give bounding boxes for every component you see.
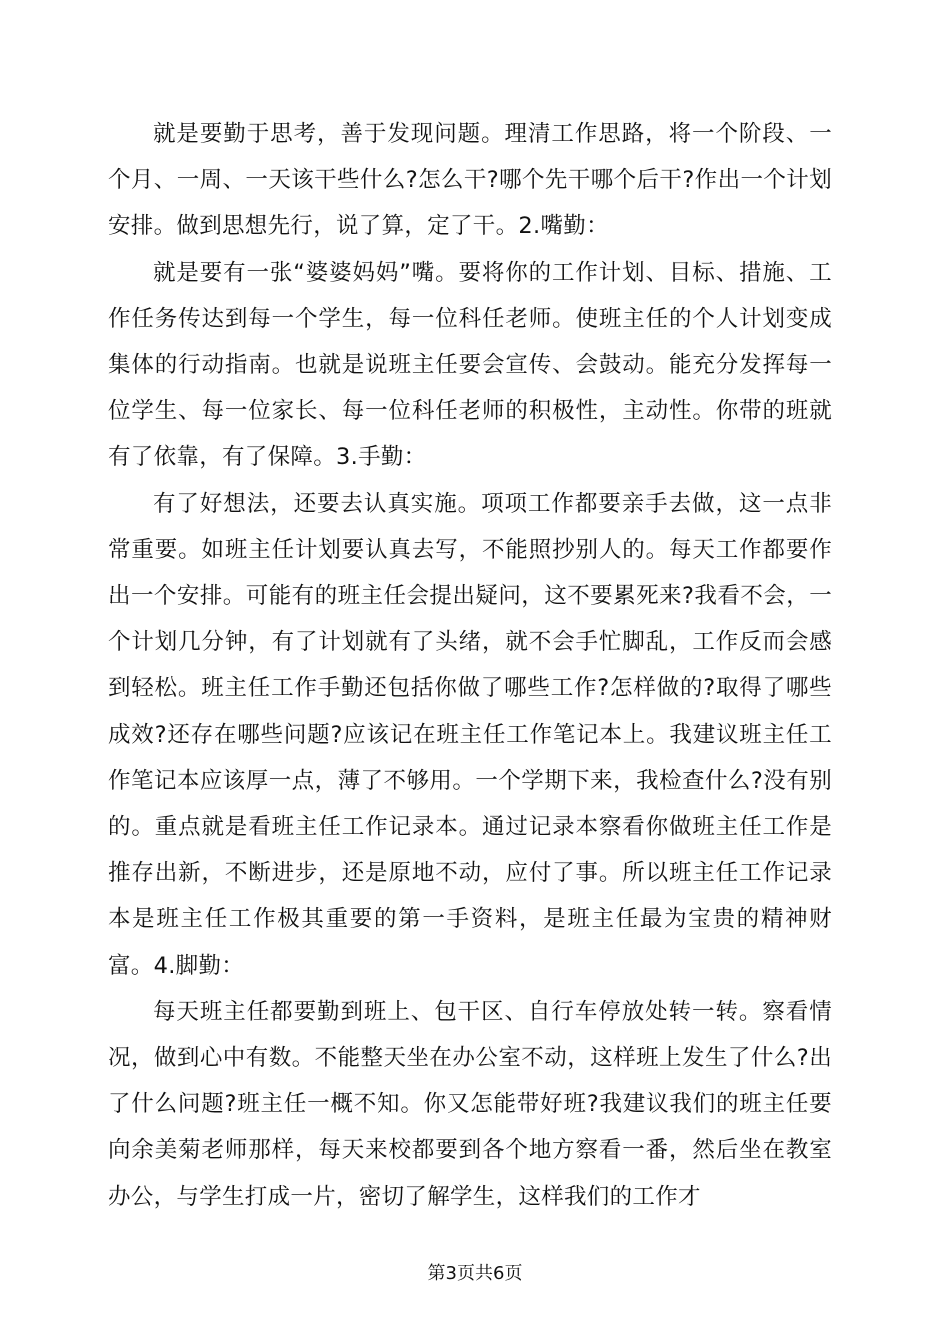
paragraph-1: 就是要勤于思考，善于发现问题。理清工作思路，将一个阶段、一个月、一周、一天该干些什么?怎么干?哪个先干哪个后干?作出一个计划安排。做到思想先行，说了算，定了干。2.嘴勤：: [108, 121, 832, 240]
document-body: [108, 111, 832, 1220]
paragraph-2: 就是要有一张“婆婆妈妈”嘴。要将你的工作计划、目标、措施、工作任务传达到每一个学生，每一位科任老师。使班主任的个人计划变成集体的行动指南。也就是说班主任要会宣传、会鼓动。能充分发挥每一位学生、每一位家长、每一位科任老师的积极性，主动性。你带的班就有了依靠，有了保障。3.手勤：: [108, 259, 832, 471]
paragraph-4: 每天班主任都要勤到班上、包干区、自行车停放处转一转。察看情况，做到心中有数。不能整天坐在办公室不动，这样班上发生了什么?出了什么问题?班主任一概不知。你又怎能带好班?我建议我们的班主任要向余美菊老师那样，每天来校都要到各个地方察看一番，然后坐在教室办公，与学生打成一片，密切了解学生，这样我们的工作才: [108, 998, 832, 1210]
paragraph-3: 有了好想法，还要去认真实施。项项工作都要亲手去做，这一点非常重要。如班主任计划要认真去写，不能照抄别人的。每天工作都要作出一个安排。可能有的班主任会提出疑问，这不要累死来?我看不会，一个计划几分钟，有了计划就有了头绪，就不会手忙脚乱，工作反而会感到轻松。班主任工作手勤还包括你做了哪些工作?怎样做的?取得了哪些成效?还存在哪些问题?应该记在班主任工作笔记本上。我建议班主任工作笔记本应该厚一点，薄了不够用。一个学期下来，我检查什么?没有别的。重点就是看班主任工作记录本。通过记录本察看你做班主任工作是推存出新，不断进步，还是原地不动，应付了事。所以班主任工作记录本是班主任工作极其重要的第一手资料，是班主任最为宝贵的精神财富。4.脚勤：: [108, 490, 832, 979]
page-number-footer: 第3页共6页: [427, 1263, 523, 1284]
